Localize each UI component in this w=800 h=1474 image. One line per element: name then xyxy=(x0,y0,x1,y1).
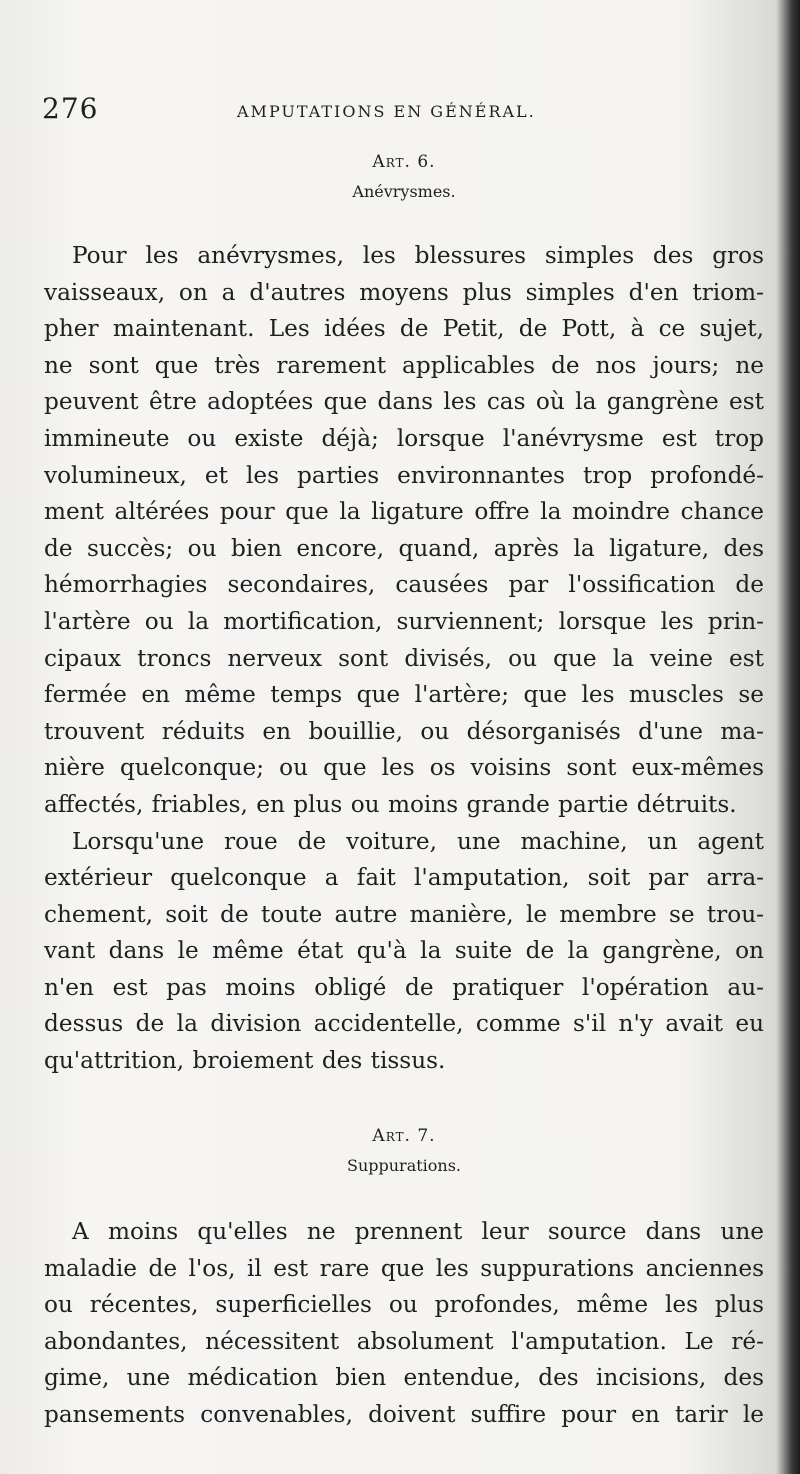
text-line: pansements convenables, doivent suffire pour en tarir le xyxy=(44,1400,764,1428)
paragraph xyxy=(44,824,764,1080)
text-line: maladie de l'os, il est rare que les suppurations anciennes xyxy=(44,1254,764,1282)
text-line: chement, soit de toute autre manière, le membre se trou- xyxy=(44,900,764,928)
text-line: abondantes, nécessitent absolument l'amputation. Le ré- xyxy=(44,1327,764,1355)
article-label: Art. 7. xyxy=(372,1126,436,1146)
text-line: l'artère ou la mortification, surviennent; lorsque les prin- xyxy=(44,607,764,635)
text-line: cipaux troncs nerveux sont divisés, ou que la veine est xyxy=(44,644,764,672)
section-anevrysmes-body xyxy=(44,238,764,1080)
article-title: Suppurations. xyxy=(346,1156,462,1175)
section-anevrysmes xyxy=(44,152,764,201)
text-line: hémorrhagies secondaires, causées par l'ossification de xyxy=(44,571,764,599)
text-line: peuvent être adoptées que dans les cas où la gangrène est xyxy=(44,388,764,416)
text-line: dessus de la division accidentelle, comme s'il n'y avait eu xyxy=(44,1010,764,1038)
text-line: pher maintenant. Les idées de Petit, de Pott, à ce sujet, xyxy=(44,315,764,343)
running-head: AMPUTATIONS EN GÉNÉRAL. xyxy=(237,102,536,121)
paragraph xyxy=(44,238,764,824)
text-line: de succès; ou bien encore, quand, après la ligature, des xyxy=(44,534,764,562)
page-header xyxy=(42,92,742,132)
text-line: gime, une médication bien entendue, des incisions, des xyxy=(44,1364,764,1392)
text-line: affectés, friables, en plus ou moins grande partie détruits. xyxy=(44,790,737,818)
text-line: vaisseaux, on a d'autres moyens plus simples d'en triom- xyxy=(44,278,764,306)
text-line: Pour les anévrysmes, les blessures simples des gros xyxy=(72,242,764,269)
text-line: fermée en même temps que l'artère; que les muscles se xyxy=(44,681,764,709)
text-line: A moins qu'elles ne prennent leur source dans une xyxy=(72,1218,764,1245)
text-line: qu'attrition, broiement des tissus. xyxy=(44,1047,446,1075)
article-label: Art. 6. xyxy=(372,152,436,172)
text-line: nière quelconque; ou que les os voisins sont eux-mêmes xyxy=(44,754,764,782)
page-number: 276 xyxy=(42,92,99,125)
section-suppurations xyxy=(44,1126,764,1175)
text-line: n'en est pas moins obligé de pratiquer l'opération au- xyxy=(44,973,764,1001)
paragraph xyxy=(44,1214,764,1434)
text-line: extérieur quelconque a fait l'amputation, soit par arra- xyxy=(44,864,764,892)
text-line: vant dans le même état qu'à la suite de la gangrène, on xyxy=(44,937,764,965)
text-line: Lorsqu'une roue de voiture, une machine, un agent xyxy=(72,827,764,855)
text-line: immineute ou existe déjà; lorsque l'anévrysme est trop xyxy=(44,424,764,452)
text-line: ment altérées pour que la ligature offre la moindre chance xyxy=(44,498,764,526)
article-title: Anévrysmes. xyxy=(352,182,456,201)
section-suppurations-body xyxy=(44,1214,764,1434)
text-line: ou récentes, superficielles ou profondes, même les plus xyxy=(44,1291,764,1319)
text-line: volumineux, et les parties environnantes trop profondé- xyxy=(44,461,764,489)
text-line: trouvent réduits en bouillie, ou désorganisés d'une ma- xyxy=(44,717,764,745)
text-line: ne sont que très rarement applicables de nos jours; ne xyxy=(44,351,764,379)
